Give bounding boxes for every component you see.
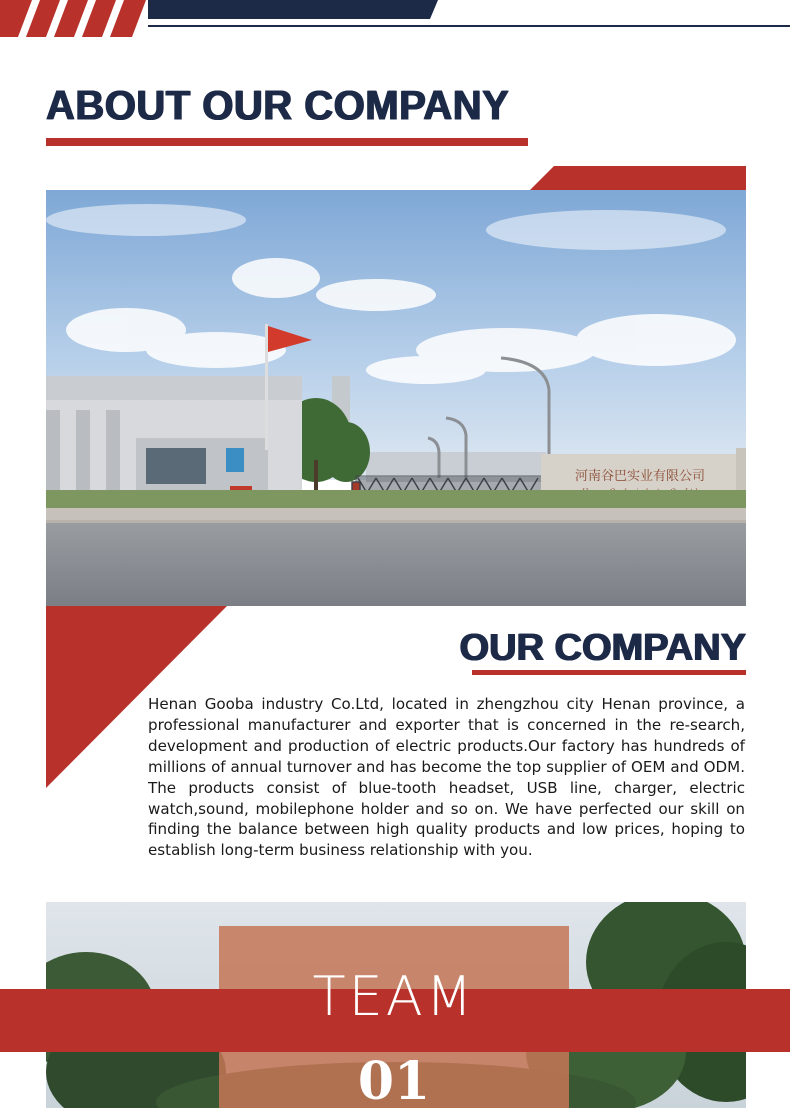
sidewalk	[46, 508, 746, 522]
lawn	[46, 490, 746, 510]
team-label: TEAM	[312, 965, 476, 1028]
our-company-heading: OUR COMPANY	[459, 627, 746, 669]
heading-underline	[46, 138, 528, 146]
our-company-underline	[472, 670, 746, 675]
about-heading: ABOUT OUR COMPANY	[46, 82, 510, 130]
road	[46, 520, 746, 606]
company-description: Henan Gooba industry Co.Ltd, located in zhengzhou city Henan province, a professional manufacturer and exporter that is concerned in the re-search, development and production of electric products.Our factory has hundreds of millions of annual turnover and has become the top supplier of OEM and ODM. The products consist of blue-tooth headset, USB line, charger, electric watch,sound, mobilephone holder and so on. We have perfected our skill on finding the balance between high quality products and low prices, hoping to establish long-term business relationship with you.	[148, 695, 745, 860]
flagpole	[265, 324, 268, 450]
sign-chinese-text: 河南谷巴实业有限公司	[574, 469, 706, 484]
team-number: 01	[357, 1051, 431, 1112]
main-building	[46, 376, 302, 510]
top-banner	[0, 0, 790, 40]
factory-photo	[46, 190, 746, 606]
banner-navy-bar	[148, 0, 438, 19]
banner-thin-line	[148, 25, 790, 27]
